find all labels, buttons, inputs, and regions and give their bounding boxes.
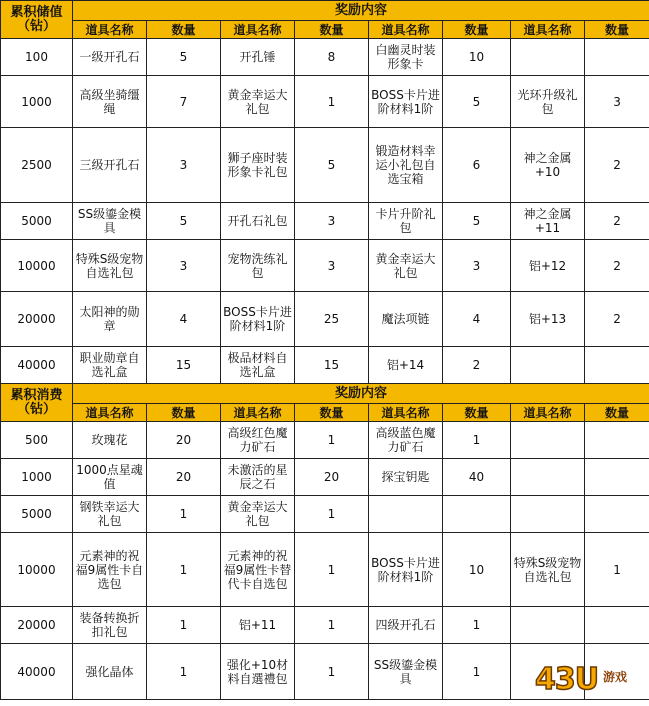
qty-cell: [585, 422, 649, 459]
amount-cell: 20000: [1, 607, 73, 644]
consume-header-row: [1, 384, 649, 404]
table-row: [1, 644, 649, 700]
qty-cell: 40: [443, 459, 511, 496]
qty-cell: 20: [295, 459, 369, 496]
item-cell: 元素神的祝福9属性卡替代卡自选包: [221, 533, 295, 607]
table-row: [1, 240, 649, 292]
amount-cell: 5000: [1, 203, 73, 240]
item-cell: 职业勋章自选礼盒: [73, 347, 147, 384]
amount-cell: 2500: [1, 128, 73, 203]
qty-cell: 1: [295, 533, 369, 607]
qty-cell: [585, 496, 649, 533]
qty-cell: 3: [295, 240, 369, 292]
qty-cell: [585, 644, 649, 700]
item-cell: 强化晶体: [73, 644, 147, 700]
qty-cell: 1: [585, 533, 649, 607]
item-cell: 铝+12: [511, 240, 585, 292]
item-cell: 一级开孔石: [73, 39, 147, 76]
item-cell: [511, 496, 585, 533]
qty-cell: 1: [295, 496, 369, 533]
qty-cell: 3: [585, 76, 649, 128]
item-cell: 铝+11: [221, 607, 295, 644]
item-cell: 高级红色魔力矿石: [221, 422, 295, 459]
consume-title-line2: （钻）: [16, 401, 56, 417]
item-cell: 魔法项链: [369, 292, 443, 347]
item-cell: BOSS卡片进阶材料1阶: [369, 533, 443, 607]
col-item-2: 道具名称: [221, 21, 295, 39]
qty-cell: 4: [147, 292, 221, 347]
qty-cell: 1: [443, 607, 511, 644]
recharge-title: [1, 1, 73, 39]
table-row: [1, 347, 649, 384]
item-cell: 开孔石礼包: [221, 203, 295, 240]
item-cell: 神之金属+11: [511, 203, 585, 240]
item-cell: [511, 347, 585, 384]
item-cell: 钢铁幸运大礼包: [73, 496, 147, 533]
table-row: [1, 128, 649, 203]
amount-cell: 500: [1, 422, 73, 459]
amount-cell: 5000: [1, 496, 73, 533]
table-row: [1, 76, 649, 128]
item-cell: [511, 39, 585, 76]
table-row: [1, 422, 649, 459]
qty-cell: 20: [147, 459, 221, 496]
amount-cell: 100: [1, 39, 73, 76]
qty-cell: [443, 496, 511, 533]
table-row: [1, 496, 649, 533]
item-cell: 三级开孔石: [73, 128, 147, 203]
item-cell: SS级鎏金模具: [369, 644, 443, 700]
qty-cell: 1: [443, 644, 511, 700]
qty-cell: 3: [443, 240, 511, 292]
col-item-1: 道具名称: [73, 404, 147, 422]
qty-cell: 5: [443, 76, 511, 128]
item-cell: 黄金幸运大礼包: [221, 496, 295, 533]
table-row: [1, 533, 649, 607]
item-cell: BOSS卡片进阶材料1阶: [369, 76, 443, 128]
col-qty-3: 数量: [443, 404, 511, 422]
table-row: [1, 607, 649, 644]
qty-cell: 1: [295, 644, 369, 700]
item-cell: 特殊S级宠物自选礼包: [511, 533, 585, 607]
qty-cell: 3: [147, 128, 221, 203]
col-qty-4: 数量: [585, 404, 649, 422]
col-qty-4: 数量: [585, 21, 649, 39]
qty-cell: 1: [147, 533, 221, 607]
qty-cell: 5: [147, 39, 221, 76]
col-item-4: 道具名称: [511, 404, 585, 422]
consume-title: [1, 384, 73, 422]
consume-title-line1: 累积消费: [10, 387, 63, 403]
amount-cell: 40000: [1, 347, 73, 384]
item-cell: [369, 496, 443, 533]
table-row: [1, 459, 649, 496]
col-qty-2: 数量: [295, 21, 369, 39]
item-cell: 宠物洗练礼包: [221, 240, 295, 292]
recharge-section: [1, 1, 649, 384]
qty-cell: 1: [295, 76, 369, 128]
item-cell: 高级蓝色魔力矿石: [369, 422, 443, 459]
recharge-title-line1: 累积储值: [10, 4, 63, 20]
qty-cell: 2: [585, 240, 649, 292]
col-item-4: 道具名称: [511, 21, 585, 39]
item-cell: 玫瑰花: [73, 422, 147, 459]
amount-cell: 1000: [1, 459, 73, 496]
qty-cell: 2: [585, 203, 649, 240]
qty-cell: 5: [443, 203, 511, 240]
watermark-number: 43U: [535, 662, 599, 697]
qty-cell: [585, 39, 649, 76]
item-cell: 黄金幸运大礼包: [221, 76, 295, 128]
qty-cell: 2: [585, 292, 649, 347]
qty-cell: 3: [147, 240, 221, 292]
item-cell: 卡片升阶礼包: [369, 203, 443, 240]
item-cell: 铝+14: [369, 347, 443, 384]
recharge-header-row: [1, 1, 649, 21]
qty-cell: 10: [443, 39, 511, 76]
consume-subheader-row: [1, 404, 649, 422]
qty-cell: 1: [443, 422, 511, 459]
qty-cell: [585, 347, 649, 384]
item-cell: 开孔锤: [221, 39, 295, 76]
reward-heading: 奖励内容: [73, 1, 649, 21]
reward-heading: 奖励内容: [73, 384, 649, 404]
item-cell: 极品材料自选礼盒: [221, 347, 295, 384]
qty-cell: 5: [147, 203, 221, 240]
item-cell: [511, 607, 585, 644]
amount-cell: 20000: [1, 292, 73, 347]
qty-cell: 20: [147, 422, 221, 459]
table-row: [1, 203, 649, 240]
item-cell: 1000点星魂值: [73, 459, 147, 496]
qty-cell: 1: [147, 607, 221, 644]
table-row: [1, 39, 649, 76]
item-cell: 特殊S级宠物自选礼包: [73, 240, 147, 292]
item-cell: 神之金属+10: [511, 128, 585, 203]
amount-cell: 10000: [1, 240, 73, 292]
item-cell: BOSS卡片进阶材料1阶: [221, 292, 295, 347]
item-cell: 四级开孔石: [369, 607, 443, 644]
qty-cell: 1: [147, 644, 221, 700]
table-row: [1, 292, 649, 347]
qty-cell: 15: [295, 347, 369, 384]
col-item-2: 道具名称: [221, 404, 295, 422]
qty-cell: 8: [295, 39, 369, 76]
item-cell: 元素神的祝福9属性卡自选包: [73, 533, 147, 607]
qty-cell: 15: [147, 347, 221, 384]
item-cell: 狮子座时装形象卡礼包: [221, 128, 295, 203]
qty-cell: 7: [147, 76, 221, 128]
qty-cell: [585, 607, 649, 644]
item-cell: [511, 422, 585, 459]
item-cell: 装备转换折扣礼包: [73, 607, 147, 644]
item-cell: 高级坐骑缰绳: [73, 76, 147, 128]
col-qty-1: 数量: [147, 21, 221, 39]
item-cell: [511, 459, 585, 496]
col-item-3: 道具名称: [369, 21, 443, 39]
amount-cell: 10000: [1, 533, 73, 607]
col-qty-3: 数量: [443, 21, 511, 39]
item-cell: 强化+10材料自選禮包: [221, 644, 295, 700]
amount-cell: 1000: [1, 76, 73, 128]
qty-cell: 25: [295, 292, 369, 347]
col-qty-1: 数量: [147, 404, 221, 422]
qty-cell: 1: [147, 496, 221, 533]
item-cell: SS级鎏金模具: [73, 203, 147, 240]
item-cell: 铝+13: [511, 292, 585, 347]
qty-cell: 5: [295, 128, 369, 203]
recharge-title-line2: （钻）: [16, 18, 56, 34]
consume-section: [1, 384, 649, 700]
qty-cell: 1: [295, 607, 369, 644]
qty-cell: 4: [443, 292, 511, 347]
col-item-1: 道具名称: [73, 21, 147, 39]
item-cell: 探宝钥匙: [369, 459, 443, 496]
item-cell: 黄金幸运大礼包: [369, 240, 443, 292]
item-cell: 白幽灵时装形象卡: [369, 39, 443, 76]
qty-cell: 10: [443, 533, 511, 607]
item-cell: 光环升级礼包: [511, 76, 585, 128]
qty-cell: 1: [295, 422, 369, 459]
qty-cell: 2: [585, 128, 649, 203]
watermark-caption: 游戏: [603, 670, 628, 684]
col-item-3: 道具名称: [369, 404, 443, 422]
item-cell: 锻造材料幸运小礼包自选宝箱: [369, 128, 443, 203]
qty-cell: 2: [443, 347, 511, 384]
item-cell: [511, 644, 585, 700]
qty-cell: [585, 459, 649, 496]
item-cell: 太阳神的勋章: [73, 292, 147, 347]
col-qty-2: 数量: [295, 404, 369, 422]
qty-cell: 6: [443, 128, 511, 203]
item-cell: 未激活的星辰之石: [221, 459, 295, 496]
qty-cell: 3: [295, 203, 369, 240]
amount-cell: 40000: [1, 644, 73, 700]
recharge-subheader-row: [1, 21, 649, 39]
